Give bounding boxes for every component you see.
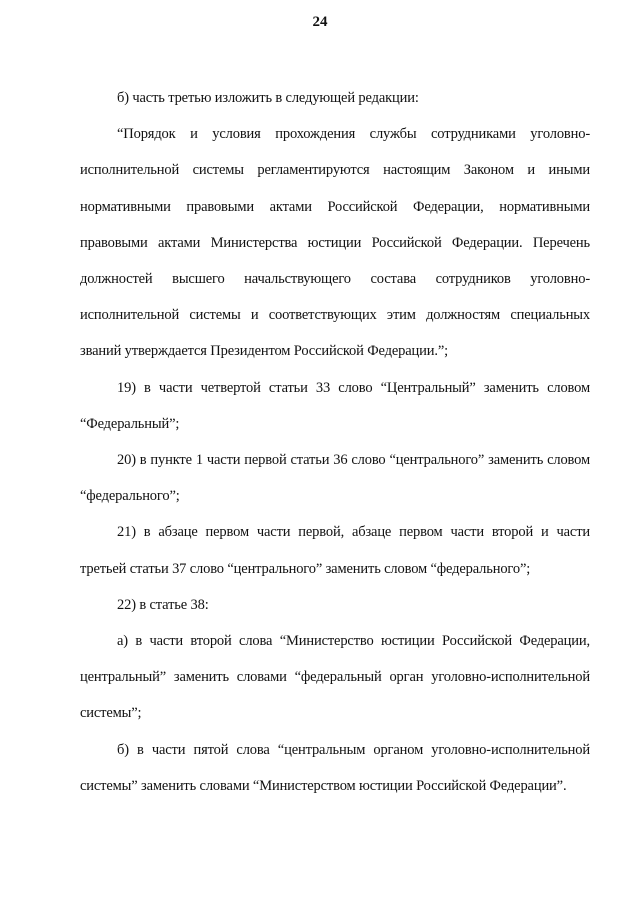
paragraph-part-three-intro: б) часть третью изложить в следующей редакции: [117, 90, 419, 106]
paragraph-quoted-text: “Порядок и условия прохождения службы сотрудниками уголовно-исполнительной системы регламентируются настоящим Законом и иными нормативными правовыми актами Российской Федерации, нормативными правовыми актами Министерства юстиции Российской Федерации. Перечень должностей высшего начальствующего состава сотрудников уголовно-исполнительной системы и соответствующих этим должностям специальных званий утверждается Президентом Российской Федерации.”; [80, 126, 590, 360]
paragraph-item-22b: б) в части пятой слова “центральным органом уголовно-исполнительной системы” заменить словами “Министерством юстиции Российской Федерации”. [80, 741, 590, 794]
paragraph-item-22a: а) в части второй слова “Министерство юстиции Российской Федерации, центральный” заменить словами “федеральный орган уголовно-исполнительной системы”; [80, 633, 590, 722]
paragraph-item-19: 19) в части четвертой статьи 33 слово “Центральный” заменить словом “Федеральный”; [80, 379, 590, 432]
paragraph-item-21: 21) в абзаце первом части первой, абзаце первом части второй и части третьей статьи 37 слово “центрального” заменить словом “федерального”; [80, 524, 590, 577]
paragraph-item-22: 22) в статье 38: [117, 596, 209, 613]
page-number: 24 [312, 14, 328, 30]
paragraph-item-20: 20) в пункте 1 части первой статьи 36 слово “центрального” заменить словом “федерального”; [80, 452, 590, 505]
document-body [80, 80, 590, 804]
